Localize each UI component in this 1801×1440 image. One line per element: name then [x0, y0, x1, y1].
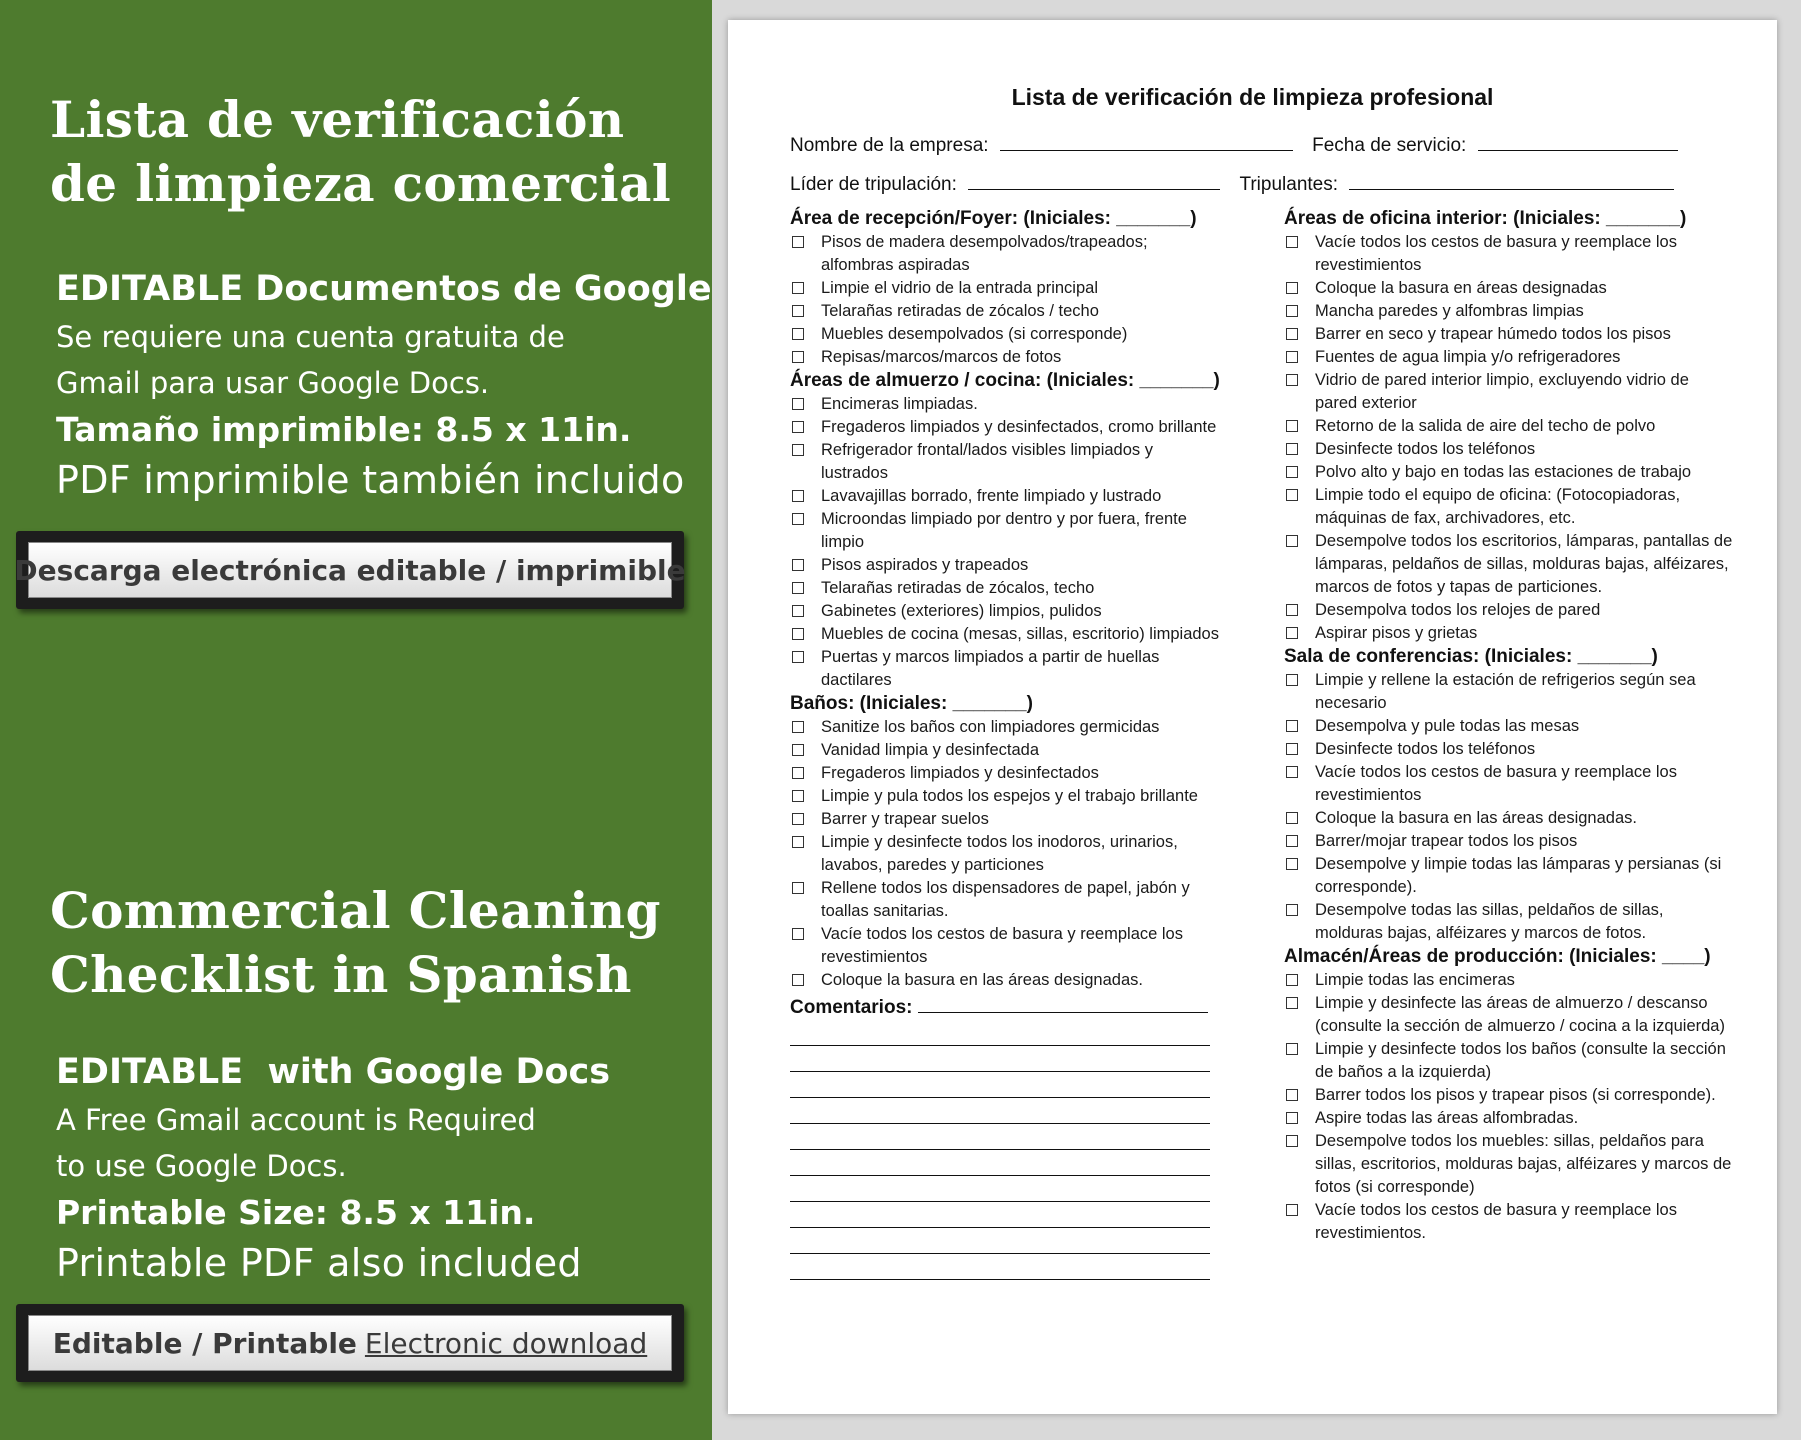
checkbox[interactable] — [792, 282, 804, 294]
english-title-line-2: Checklist in Spanish — [50, 945, 632, 1004]
checkbox[interactable] — [1286, 604, 1298, 616]
checklist-item — [1284, 530, 1734, 599]
checklist-item — [1284, 323, 1734, 346]
checkbox[interactable] — [1286, 974, 1298, 986]
service-date-field[interactable] — [1478, 132, 1678, 151]
spanish-editable-line: EDITABLE Documentos de Google — [56, 269, 712, 309]
checklist-item — [790, 623, 1220, 646]
checklist-item — [790, 231, 1220, 277]
checklist-item-label: Coloque la basura en las áreas designadas. — [1315, 809, 1637, 827]
comment-line[interactable] — [790, 1020, 1210, 1046]
checkbox[interactable] — [792, 513, 804, 525]
checklist-item — [1284, 761, 1734, 807]
comment-line[interactable] — [790, 1228, 1210, 1254]
checklist-item-label: Limpie y desinfecte todos los baños (consulte la sección de baños a la izquierda) — [1315, 1040, 1726, 1081]
comment-line[interactable] — [790, 1098, 1210, 1124]
checklist-item-label: Telarañas retiradas de zócalos / techo — [821, 302, 1099, 320]
checklist-item — [1284, 1199, 1734, 1245]
checklist-item-label: Desempolva y pule todas las mesas — [1315, 717, 1580, 735]
checkbox[interactable] — [1286, 282, 1298, 294]
checklist-item-label: Gabinetes (exteriores) limpios, pulidos — [821, 602, 1102, 620]
checkbox[interactable] — [792, 398, 804, 410]
english-editable-line: EDITABLE with Google Docs — [56, 1052, 611, 1092]
checklist-item — [790, 577, 1220, 600]
checklist-item — [790, 323, 1220, 346]
checklist-item-label: Muebles desempolvados (si corresponde) — [821, 325, 1128, 343]
checklist-item — [1284, 1107, 1734, 1130]
english-info — [56, 1047, 696, 1289]
checkbox[interactable] — [1286, 766, 1298, 778]
spanish-size-line: Tamaño imprimible: 8.5 x 11in. — [56, 410, 632, 449]
checklist-item-label: Barrer en seco y trapear húmedo todos los pisos — [1315, 325, 1671, 343]
checklist-item — [790, 346, 1220, 369]
english-download-bold: Editable / Printable — [52, 1326, 357, 1360]
comments-field[interactable] — [918, 994, 1208, 1013]
section-heading: Almacén/Áreas de producción: (Iniciales: ____) — [1284, 946, 1711, 967]
comment-line[interactable] — [790, 1176, 1210, 1202]
checklist-item-label: Aspirar pisos y grietas — [1315, 624, 1478, 642]
checkbox[interactable] — [1286, 1043, 1298, 1055]
checklist-item — [790, 600, 1220, 623]
checklist-item-label: Desinfecte todos los teléfonos — [1315, 740, 1536, 758]
section-heading: Área de recepción/Foyer: (Iniciales: _______) — [790, 208, 1197, 229]
checklist-item-label: Coloque la basura en áreas designadas — [1315, 279, 1607, 297]
checkbox[interactable] — [1286, 328, 1298, 340]
spanish-account-line-2: Gmail para usar Google Docs. — [56, 366, 490, 400]
checklist-item-label: Muebles de cocina (mesas, sillas, escritorio) limpiados — [821, 625, 1219, 643]
english-download-face[interactable] — [28, 1315, 672, 1371]
checkbox[interactable] — [792, 421, 804, 433]
checklist-item-label: Barrer/mojar trapear todos los pisos — [1315, 832, 1578, 850]
service-date-label: Fecha de servicio: — [1312, 135, 1467, 156]
comment-line[interactable] — [790, 1254, 1210, 1280]
checkbox[interactable] — [792, 651, 804, 663]
spanish-download-button[interactable] — [16, 531, 684, 609]
checklist-item — [790, 300, 1220, 323]
checklist-item — [1284, 438, 1734, 461]
checklist-item-label: Desempolve y limpie todas las lámparas y persianas (si corresponde). — [1315, 855, 1722, 896]
checkbox[interactable] — [792, 328, 804, 340]
checklist-item-label: Vacíe todos los cestos de basura y reemplace los revestimientos — [821, 925, 1183, 966]
checkbox[interactable] — [1286, 835, 1298, 847]
checklist-item — [1284, 599, 1734, 622]
checkbox[interactable] — [1286, 1089, 1298, 1101]
crew-leader-label: Líder de tripulación: — [790, 174, 957, 195]
document-title: Lista de verificación de limpieza profesional — [1011, 84, 1494, 110]
section-heading: Baños: (Iniciales: _______) — [790, 693, 1033, 714]
comment-line[interactable] — [790, 1124, 1210, 1150]
comment-line[interactable] — [790, 1202, 1210, 1228]
checkbox[interactable] — [792, 559, 804, 571]
checklist-item — [1284, 277, 1734, 300]
checklist-item-label: Mancha paredes y alfombras limpias — [1315, 302, 1584, 320]
checkbox[interactable] — [792, 767, 804, 779]
checklist-item-label: Desempolve todos los muebles: sillas, peldaños para sillas, escritorios, molduras bajas, alféizares y marcos de fotos (si corresponde) — [1315, 1132, 1732, 1196]
spanish-title — [50, 88, 690, 216]
checklist-item-label: Limpie todo el equipo de oficina: (Fotocopiadoras, máquinas de fax, archivadores, etc. — [1315, 486, 1681, 527]
checklist-item — [790, 646, 1220, 692]
checkbox[interactable] — [1286, 1204, 1298, 1216]
checklist-item-label: Retorno de la salida de aire del techo de polvo — [1315, 417, 1656, 435]
checklist-item — [790, 739, 1220, 762]
checklist-item-label: Desempolve todos los escritorios, lámparas, pantallas de lámparas, peldaños de sillas, molduras bajas, alféizares, marcos de fotos y tapas de particiones. — [1315, 532, 1733, 596]
checkbox[interactable] — [792, 813, 804, 825]
checkbox[interactable] — [792, 582, 804, 594]
checklist-item — [1284, 1084, 1734, 1107]
checkbox[interactable] — [1286, 812, 1298, 824]
checklist-item-label: Lavavajillas borrado, frente limpiado y lustrado — [821, 487, 1162, 505]
checkbox[interactable] — [1286, 443, 1298, 455]
checklist-item-label: Pisos aspirados y trapeados — [821, 556, 1029, 574]
checklist-item-label: Aspire todas las áreas alfombradas. — [1315, 1109, 1579, 1127]
checkbox[interactable] — [1286, 236, 1298, 248]
checklist-item-label: Limpie y rellene la estación de refrigerios según sea necesario — [1315, 671, 1696, 712]
spanish-info — [56, 264, 712, 506]
checkbox[interactable] — [1286, 466, 1298, 478]
checklist-item — [1284, 807, 1734, 830]
checklist-item — [790, 554, 1220, 577]
checklist-item — [790, 508, 1220, 554]
checklist-item-label: Sanitize los baños con limpiadores germicidas — [821, 718, 1160, 736]
checklist-item — [1284, 231, 1734, 277]
crew-leader-field[interactable] — [968, 171, 1220, 190]
checkbox[interactable] — [1286, 489, 1298, 501]
crew-row — [790, 171, 1674, 196]
checklist-item-label: Rellene todos los dispensadores de papel, jabón y toallas sanitarias. — [821, 879, 1190, 920]
checklist-item-label: Refrigerador frontal/lados visibles limpiados y lustrados — [821, 441, 1153, 482]
checklist-item — [1284, 899, 1734, 945]
checklist-item-label: Desinfecte todos los teléfonos — [1315, 440, 1536, 458]
checkbox[interactable] — [792, 236, 804, 248]
checkbox[interactable] — [792, 628, 804, 640]
section-heading: Áreas de oficina interior: (Iniciales: _______) — [1284, 208, 1687, 229]
english-title — [50, 879, 690, 1007]
checklist-item — [790, 716, 1220, 739]
checkbox[interactable] — [1286, 420, 1298, 432]
checkbox[interactable] — [1286, 743, 1298, 755]
checkbox[interactable] — [1286, 305, 1298, 317]
checklist-item — [1284, 1038, 1734, 1084]
checklist-item-label: Repisas/marcos/marcos de fotos — [821, 348, 1062, 366]
checkbox[interactable] — [792, 351, 804, 363]
checklist-item — [790, 923, 1220, 969]
checkbox[interactable] — [792, 974, 804, 986]
checkbox[interactable] — [1286, 351, 1298, 363]
checklist-item-label: Pisos de madera desempolvados/trapeados; alfombras aspiradas — [821, 233, 1148, 274]
checklist-item — [1284, 415, 1734, 438]
english-title-line-1: Commercial Cleaning — [50, 881, 661, 940]
english-download-button[interactable] — [16, 1304, 684, 1382]
checkbox[interactable] — [1286, 858, 1298, 870]
checklist-item — [790, 831, 1220, 877]
checkbox[interactable] — [792, 744, 804, 756]
english-account-line-1: A Free Gmail account is Required — [56, 1103, 536, 1137]
checklist-item-label: Polvo alto y bajo en todas las estaciones de trabajo — [1315, 463, 1692, 481]
checklist-item-label: Limpie y desinfecte todos los inodoros, urinarios, lavabos, paredes y particiones — [821, 833, 1178, 874]
checklist-item-label: Desempolve todas las sillas, peldaños de sillas, molduras bajas, alféizares y marcos de fotos. — [1315, 901, 1664, 942]
checklist-item-label: Vacíe todos los cestos de basura y reemplace los revestimientos — [1315, 763, 1677, 804]
checklist-item — [1284, 461, 1734, 484]
checklist-item-label: Fregaderos limpiados y desinfectados, cromo brillante — [821, 418, 1217, 436]
right-column — [1284, 207, 1734, 1245]
checklist-item — [1284, 992, 1734, 1038]
checklist-item — [1284, 1130, 1734, 1199]
checklist-item — [790, 762, 1220, 785]
checklist-item-label: Vanidad limpia y desinfectada — [821, 741, 1039, 759]
english-size-line: Printable Size: 8.5 x 11in. — [56, 1193, 536, 1232]
company-row — [790, 132, 1678, 157]
checklist-item-label: Limpie el vidrio de la entrada principal — [821, 279, 1098, 297]
english-account-line-2: to use Google Docs. — [56, 1149, 347, 1183]
checklist-item — [1284, 622, 1734, 645]
checkbox[interactable] — [792, 721, 804, 733]
checklist-item — [790, 485, 1220, 508]
english-pdf-line: Printable PDF also included — [56, 1241, 582, 1285]
checklist-item — [790, 416, 1220, 439]
checklist-item-label: Limpie todas las encimeras — [1315, 971, 1515, 989]
checkbox[interactable] — [1286, 674, 1298, 686]
crew-field[interactable] — [1349, 171, 1674, 190]
checklist-item-label: Vidrio de pared interior limpio, excluyendo vidrio de pared exterior — [1315, 371, 1689, 412]
checkbox[interactable] — [792, 836, 804, 848]
spanish-title-line-2: de limpieza comercial — [50, 154, 672, 213]
checklist-item-label: Limpie y desinfecte las áreas de almuerzo / descanso (consulte la sección de almuerzo / cocina a la izquierda) — [1315, 994, 1725, 1035]
checkbox[interactable] — [792, 305, 804, 317]
checkbox[interactable] — [792, 490, 804, 502]
checkbox[interactable] — [1286, 904, 1298, 916]
checkbox[interactable] — [1286, 1135, 1298, 1147]
spanish-download-label[interactable]: Descarga electrónica editable / imprimible — [28, 542, 672, 598]
checkbox[interactable] — [1286, 627, 1298, 639]
checklist-item — [1284, 969, 1734, 992]
checklist-item — [1284, 853, 1734, 899]
checklist-item — [790, 969, 1220, 992]
checkbox[interactable] — [1286, 997, 1298, 1009]
checklist-item — [1284, 300, 1734, 323]
checklist-item — [1284, 830, 1734, 853]
section-heading: Áreas de almuerzo / cocina: (Iniciales: _______) — [790, 370, 1220, 391]
checklist-item — [790, 277, 1220, 300]
section-heading: Sala de conferencias: (Iniciales: _______) — [1284, 646, 1658, 667]
spanish-pdf-line: PDF imprimible también incluido — [56, 458, 685, 502]
checklist-item — [1284, 715, 1734, 738]
comments-heading — [790, 994, 1220, 1020]
spanish-title-line-1: Lista de verificación — [50, 90, 625, 149]
checklist-item — [1284, 738, 1734, 761]
checkbox[interactable] — [792, 444, 804, 456]
checklist-item-label: Barrer y trapear suelos — [821, 810, 989, 828]
checklist-item — [790, 393, 1220, 416]
checklist-item — [1284, 484, 1734, 530]
checklist-item — [1284, 346, 1734, 369]
checklist-item-label: Desempolva todos los relojes de pared — [1315, 601, 1601, 619]
checkbox[interactable] — [792, 790, 804, 802]
crew-label: Tripulantes: — [1239, 174, 1339, 195]
checklist-item-label: Barrer todos los pisos y trapear pisos (si corresponde). — [1315, 1086, 1716, 1104]
left-column — [790, 207, 1220, 1280]
checklist-item-label: Limpie y pula todos los espejos y el trabajo brillante — [821, 787, 1198, 805]
comment-line[interactable] — [790, 1150, 1210, 1176]
comment-line[interactable] — [790, 1046, 1210, 1072]
comment-line[interactable] — [790, 1072, 1210, 1098]
checkbox[interactable] — [1286, 720, 1298, 732]
checklist-item-label: Telarañas retiradas de zócalos, techo — [821, 579, 1095, 597]
company-field[interactable] — [1000, 132, 1293, 151]
company-label: Nombre de la empresa: — [790, 135, 989, 156]
checklist-item-label: Encimeras limpiadas. — [821, 395, 978, 413]
checkbox[interactable] — [1286, 374, 1298, 386]
checklist-item-label: Fuentes de agua limpia y/o refrigeradores — [1315, 348, 1621, 366]
checklist-item-label: Fregaderos limpiados y desinfectados — [821, 764, 1099, 782]
checkbox[interactable] — [792, 605, 804, 617]
checklist-item — [790, 877, 1220, 923]
checklist-item-label: Coloque la basura en las áreas designadas. — [821, 971, 1143, 989]
checklist-item-label: Vacíe todos los cestos de basura y reemplace los revestimientos. — [1315, 1201, 1677, 1242]
checklist-item — [790, 785, 1220, 808]
spanish-account-line-1: Se requiere una cuenta gratuita de — [56, 320, 565, 354]
checkbox[interactable] — [1286, 1112, 1298, 1124]
promo-panel — [0, 0, 712, 1440]
comments-label: Comentarios: — [790, 997, 913, 1018]
checklist-item — [790, 439, 1220, 485]
checkbox[interactable] — [792, 928, 804, 940]
english-download-link[interactable]: Electronic download — [364, 1326, 648, 1360]
checklist-document — [728, 20, 1777, 1414]
checklist-item — [1284, 669, 1734, 715]
checkbox[interactable] — [1286, 535, 1298, 547]
checklist-item — [790, 808, 1220, 831]
checkbox[interactable] — [792, 882, 804, 894]
checklist-item-label: Vacíe todos los cestos de basura y reemplace los revestimientos — [1315, 233, 1677, 274]
checklist-item-label: Puertas y marcos limpiados a partir de huellas dactilares — [821, 648, 1160, 689]
checklist-item-label: Microondas limpiado por dentro y por fuera, frente limpio — [821, 510, 1187, 551]
checklist-item — [1284, 369, 1734, 415]
